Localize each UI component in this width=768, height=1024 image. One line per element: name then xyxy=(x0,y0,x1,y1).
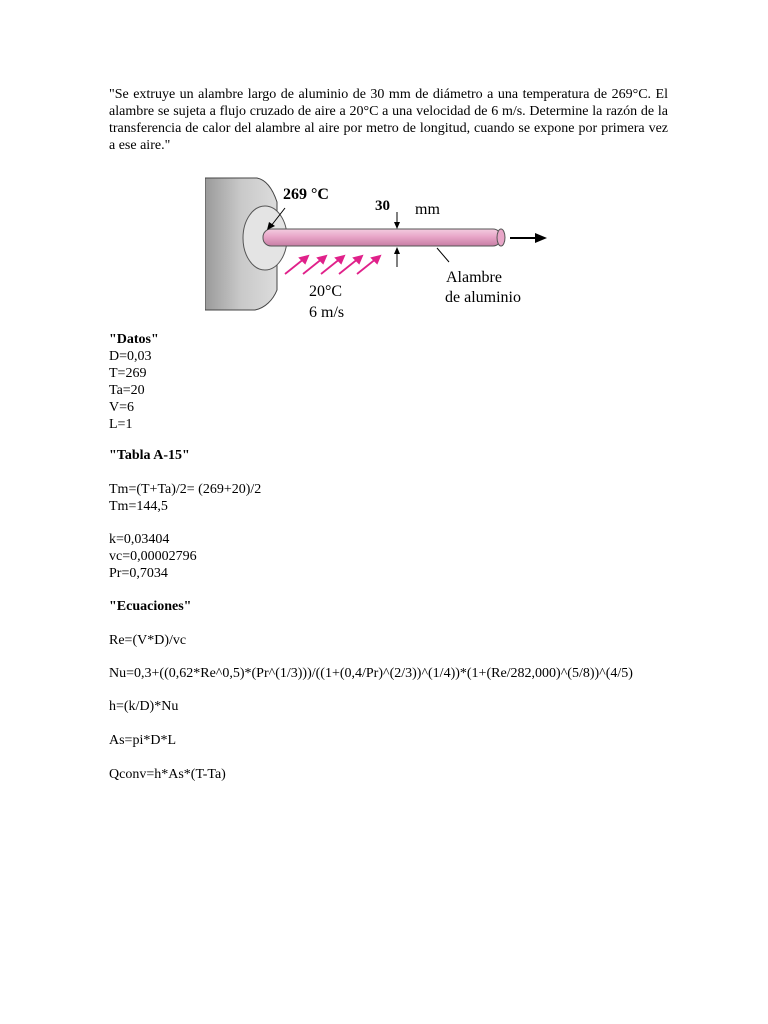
diameter-value-label: 30 xyxy=(375,198,390,214)
tm-block xyxy=(109,481,261,515)
datos-line: Ta=20 xyxy=(109,383,145,398)
wire-figure xyxy=(205,172,555,322)
ecuaciones-heading: "Ecuaciones" xyxy=(109,599,192,614)
datos-line: V=6 xyxy=(109,400,135,415)
property-line: vc=0,00002796 xyxy=(109,549,197,564)
equation-as xyxy=(109,732,176,749)
aluminum-wire xyxy=(263,229,501,246)
tm-formula: Tm=(T+Ta)/2= (269+20)/2 xyxy=(109,482,262,497)
datos-heading: "Datos" xyxy=(109,332,159,347)
diameter-unit-label: mm xyxy=(415,201,440,218)
wire-name-label-2: de aluminio xyxy=(445,289,521,306)
equation-line: As=pi*D*L xyxy=(109,733,177,748)
equation-line: h=(k/D)*Nu xyxy=(109,699,179,714)
datos-section xyxy=(109,331,159,433)
air-temp-label: 20°C xyxy=(309,283,343,300)
air-speed-label: 6 m/s xyxy=(309,304,345,321)
tabla-heading-block xyxy=(109,447,190,464)
datos-line: L=1 xyxy=(109,417,133,432)
property-line: k=0,03404 xyxy=(109,532,170,547)
equation-re xyxy=(109,632,186,649)
wire-temp-label: 269 °C xyxy=(283,186,329,203)
equation-h xyxy=(109,698,178,715)
datos-line: T=269 xyxy=(109,366,147,381)
equation-line: Re=(V*D)/vc xyxy=(109,633,187,648)
motion-arrow-icon xyxy=(535,233,547,243)
ecuaciones-heading-block xyxy=(109,598,191,615)
equation-nu xyxy=(109,665,633,682)
property-line: Pr=0,7034 xyxy=(109,566,168,581)
tm-value: Tm=144,5 xyxy=(109,499,168,514)
air-flow-arrows xyxy=(285,256,380,274)
tabla-heading: "Tabla A-15" xyxy=(109,448,190,463)
equation-line: Qconv=h*As*(T-Ta) xyxy=(109,767,226,782)
problem-statement: "Se extruye un alambre largo de aluminio de 30 mm de diámetro a una temperatura de 269°C. El alambre se sujeta a flujo cruzado de aire a 20°C a una velocidad de 6 m/s. Determine la razón de la transferencia de calor del alambre al aire por metro de longitud, cuando se expone por primera vez a ese aire." xyxy=(109,87,668,153)
datos-line: D=0,03 xyxy=(109,349,152,364)
properties-block xyxy=(109,531,197,582)
equation-line: Nu=0,3+((0,62*Re^0,5)*(Pr^(1/3)))/((1+(0,4/Pr)^(2/3))^(1/4))*(1+(Re/282,000)^(5/8))^(4/5) xyxy=(109,666,633,681)
wire-name-label-1: Alambre xyxy=(446,269,502,286)
equation-qconv xyxy=(109,766,226,783)
